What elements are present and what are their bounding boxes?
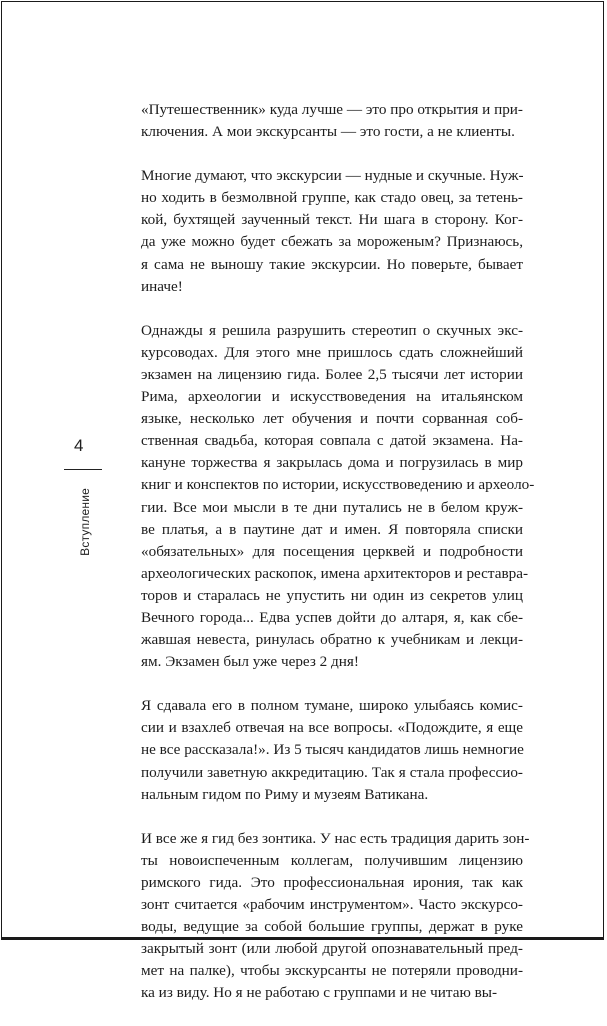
text-line: Однажды я решила разрушить стереотип о скучных экс- xyxy=(141,321,523,339)
paragraph xyxy=(141,99,523,143)
paragraph xyxy=(141,320,535,674)
page-number: 4 xyxy=(74,436,84,455)
paragraph xyxy=(141,695,523,805)
text-line: иначе! xyxy=(141,277,183,295)
text-line: римского гида. Это профессиональная ирония, так как xyxy=(141,873,523,891)
text-line: И все же я гид без зонтика. У нас есть традиция дарить зон- xyxy=(141,829,530,847)
text-line: но ходить в безмолвной группе, как стадо овец, за тетень- xyxy=(141,189,523,207)
text-line: «Путешественник» куда лучше — это про открытия и при- xyxy=(141,101,523,118)
paragraph xyxy=(141,165,523,298)
margin-divider xyxy=(64,469,102,470)
text-line: жавшая невеста, ринулась обратно к учебникам и лекци- xyxy=(141,631,523,649)
text-line: торов и старалась не упустить ни один из секретов улиц xyxy=(141,586,523,604)
paragraph xyxy=(141,828,530,1005)
text-line: экзамен на лицензию гида. Более 2,5 тысячи лет истории xyxy=(141,365,523,383)
text-line: я сама не выношу такие экскурсии. Но поверьте, бывает xyxy=(141,255,523,273)
text-line: ве платья, а в паутине дат и имен. Я повторяла списки xyxy=(141,520,523,538)
text-line: археологических раскопок, имена архитекторов и реставра- xyxy=(141,564,529,582)
body-text xyxy=(141,99,535,1026)
text-line: Вечного города... Едва успев дойти до алтаря, я, как сбе- xyxy=(141,608,523,626)
margin-column xyxy=(50,436,106,576)
text-line: гии. Все мои мысли в те дни путались не в белом круж- xyxy=(141,498,523,516)
text-line: Многие думают, что экскурсии — нудные и скучные. Нуж- xyxy=(141,167,524,185)
text-line: курсоводах. Для этого мне пришлось сдать сложнейший xyxy=(141,343,523,361)
text-line: сии и взахлеб отвечая на все вопросы. «Подождите, я еще xyxy=(141,719,523,737)
text-line: ям. Экзамен был уже через 2 дня! xyxy=(141,653,359,671)
text-line: ка из виду. Но я не работаю с группами и не читаю вы- xyxy=(141,984,498,1002)
running-section-title: Вступление xyxy=(78,488,92,556)
text-line: книг и конспектов по истории, искусствоведению и археоло- xyxy=(141,476,535,494)
text-line: да уже можно будет сбежать за мороженым? Признаюсь, xyxy=(141,233,523,251)
text-line: ключения. А мои экскурсанты — это гости, а не клиенты. xyxy=(141,123,515,141)
text-line: ты новоиспеченным коллегам, получившим лицензию xyxy=(141,851,523,869)
text-line: закрытый зонт (или любой другой опознавательный пред- xyxy=(141,940,523,958)
text-line: Я сдавала его в полном тумане, широко улыбаясь комис- xyxy=(141,697,523,715)
text-line: языке, несколько лет обучения и почти сорванная соб- xyxy=(141,410,523,428)
text-line: «обязательных» для посещения церквей и подробности xyxy=(141,542,523,560)
text-line: кануне торжества я закрылась дома и погрузилась в мир xyxy=(141,454,523,472)
text-line: Рима, археологии и искусствоведения на итальянском xyxy=(141,388,523,406)
text-line: нальным гидом по Риму и музеям Ватикана. xyxy=(141,785,429,803)
text-line: зонт считается «рабочим инструментом». Часто экскурсо- xyxy=(141,896,523,913)
text-line: кой, бухтящей заученный текст. Ни шага в сторону. Ког- xyxy=(141,211,523,229)
text-line: мет на палке), чтобы экскурсанты не потеряли проводни- xyxy=(141,962,523,980)
text-line: воды, ведущие за собой большие группы, держат в руке xyxy=(141,918,523,936)
text-line: получили заветную аккредитацию. Так я стала профессио- xyxy=(141,763,523,781)
text-line: ственная свадьба, которая совпала с датой экзамена. На- xyxy=(141,432,523,450)
text-line: не все рассказала!». Из 5 тысяч кандидатов лишь немногие xyxy=(141,741,524,759)
